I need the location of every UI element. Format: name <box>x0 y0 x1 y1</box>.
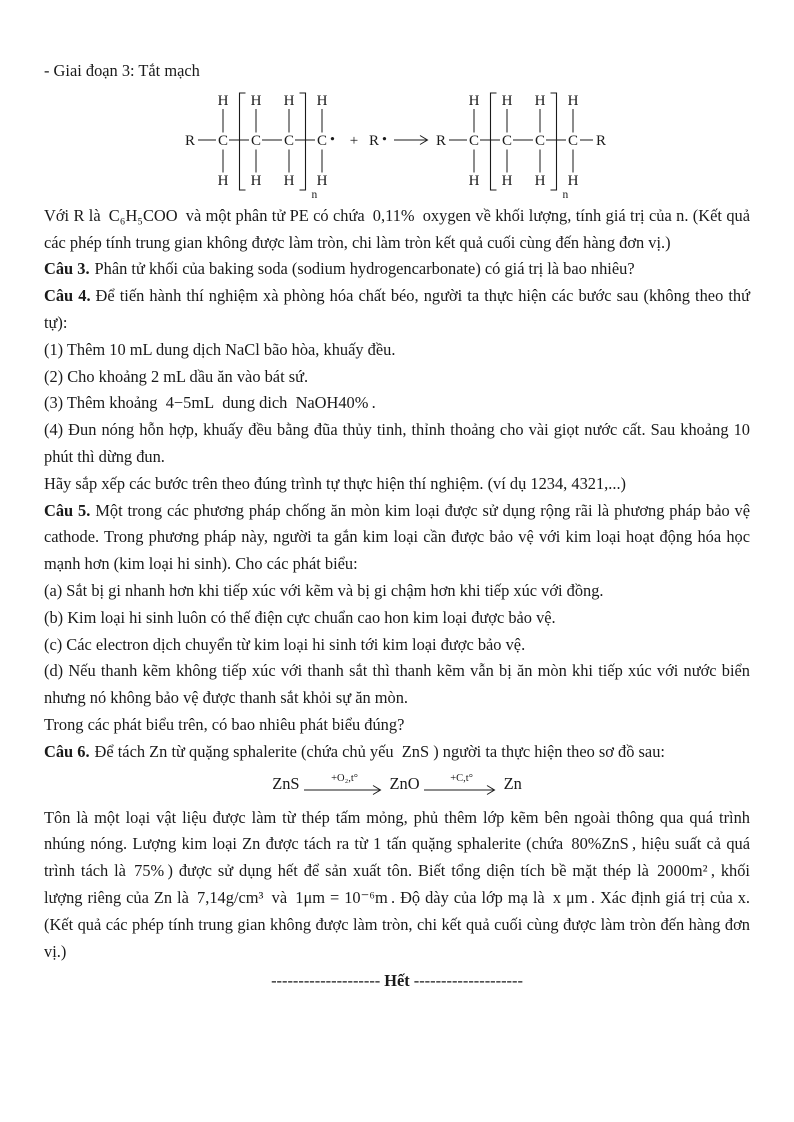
paragraph-arrange: Hãy sắp xếp các bước trên theo đúng trình tự thực hiện thí nghiệm. (ví dụ 1234, 4321,...) <box>44 473 627 493</box>
plus-sign: + <box>349 132 359 149</box>
subscript-n: n <box>562 188 569 200</box>
paragraph-q5: Câu 5. Một trong các phương pháp chống ăn mòn kim loại được sử dụng rộng rãi là phương pháp bảo vệ cathode. Trong phương pháp này, người ta gắn kim loại cần được bảo vệ với kim loại hoạt động hóa học mạnh hơn (kim loại hi sinh). Cho các phát biểu: <box>44 500 750 574</box>
right-molecule <box>436 93 606 200</box>
subscript-n: n <box>311 188 318 200</box>
product-Zn: Zn <box>503 774 522 794</box>
atom-H: H <box>316 172 328 189</box>
question-label-q6: Câu 6. <box>44 741 90 761</box>
atom-R: R <box>435 132 447 149</box>
statement-c: (c) Các electron dịch chuyển từ kim loại hi sinh tới kim loại được bảo vệ. <box>44 634 526 654</box>
atom-R: R <box>595 132 607 149</box>
plus-radical <box>350 132 387 149</box>
reaction-arrow-2 <box>423 774 501 795</box>
polymer-termination-diagram <box>44 88 750 200</box>
reactant-ZnS: ZnS <box>272 774 300 794</box>
question-label-q3: Câu 3. <box>44 259 90 279</box>
arrow-icon <box>423 784 501 795</box>
end-of-document <box>44 968 750 995</box>
right-bracket <box>300 93 306 190</box>
statement-b: (b) Kim loại hi sinh luôn có thế điện cực chuẩn cao hon kim loại được bảo vệ. <box>44 607 556 627</box>
atom-H: H <box>217 172 229 189</box>
reaction-scheme <box>44 767 750 803</box>
statement-d: (d) Nếu thanh kẽm không tiếp xúc với thanh sắt thì thanh kẽm vẫn bị ăn mòn khi tiếp xúc với nước biển nhưng nó không bảo vệ được thanh sắt khỏi sự ăn mòn. <box>44 661 750 708</box>
atom-C: C <box>534 132 546 149</box>
radical-dot: • <box>330 132 335 148</box>
atom-C: C <box>567 132 579 149</box>
end-label: Hết <box>384 971 410 991</box>
intermediate-ZnO: ZnO <box>389 774 420 794</box>
atom-C: C <box>501 132 513 149</box>
atom-H: H <box>250 172 262 189</box>
statement-a: (a) Sắt bị gi nhanh hơn khi tiếp xúc với kẽm và bị gi chậm hơn khi tiếp xúc với đồng. <box>44 580 604 600</box>
atom-H: H <box>217 92 229 109</box>
step-3: (3) Thêm khoảng 4−5mL dung dich NaOH40% . <box>44 393 376 413</box>
question-label-q5: Câu 5. <box>44 500 91 520</box>
stage-heading: - Giai đoạn 3: Tắt mạch <box>44 61 200 80</box>
paragraph-q4: Câu 4. Để tiến hành thí nghiệm xà phòng hóa chất béo, người ta thực hiện các bước sau (không theo thứ tự): <box>44 286 750 332</box>
left-bracket <box>491 93 497 190</box>
paragraph-q6: Câu 6. Để tách Zn từ quặng sphalerite (chứa chủ yếu ZnS ) người ta thực hiện theo sơ đồ sau: <box>44 741 665 761</box>
reaction-condition-2: +C,t° <box>450 773 473 785</box>
right-bracket <box>551 93 557 190</box>
atom-H: H <box>501 172 513 189</box>
radical-dot: • <box>382 132 387 148</box>
atom-C: C <box>283 132 295 149</box>
dashes-left: -------------------- <box>271 971 381 991</box>
atom-H: H <box>283 92 295 109</box>
reaction-arrow <box>394 135 428 144</box>
atom-C: C <box>316 132 328 149</box>
left-bracket <box>240 93 246 190</box>
atom-H: H <box>283 172 295 189</box>
arrow-icon <box>303 784 387 795</box>
step-1: (1) Thêm 10 mL dung dịch NaCl bão hòa, khuấy đều. <box>44 339 396 359</box>
atom-C: C <box>250 132 262 149</box>
atom-C: C <box>468 132 480 149</box>
atom-H: H <box>468 92 480 109</box>
atom-R: R <box>184 132 196 149</box>
atom-H: H <box>534 92 546 109</box>
polymer-termination-svg <box>180 88 614 200</box>
atom-H: H <box>567 172 579 189</box>
paragraph-q5-question: Trong các phát biểu trên, có bao nhiêu phát biểu đúng? <box>44 714 405 734</box>
atom-H: H <box>250 92 262 109</box>
paragraph-q3: Câu 3. Phân tử khối của baking soda (sodium hydrogencarbonate) có giá trị là bao nhiêu? <box>44 259 635 279</box>
step-2: (2) Cho khoảng 2 mL dầu ăn vào bát sứ. <box>44 366 309 386</box>
atom-H: H <box>468 172 480 189</box>
step-4: (4) Đun nóng hỗn hợp, khuấy đều bằng đũa thủy tinh, thỉnh thoảng cho vài giọt nước cất. Sau khoảng 10 phút thì dừng đun. <box>44 420 750 466</box>
atom-C: C <box>217 132 229 149</box>
atom-R: R <box>368 132 380 149</box>
paragraph-q6-body: Tôn là một loại vật liệu được làm từ thép tấm mỏng, phủ thêm lớp kẽm bên ngoài thông qua quá trình nhúng nóng. Lượng kim loại Zn được tách ra từ 1 tấn quặng sphalerite (chứa 80%ZnS , hiệu suất cả quá trình tách là 75% ) được sử dụng hết để sản xuất tôn. Biết tổng diện tích bề mặt thép là 2000m² , khối lượng riêng của Zn là 7,14g/cm³ và 1μm = 10⁻⁶m . Độ dày của lớp mạ là x μm . Xác định giá trị của x. (Kết quả các phép tính trung gian không được làm tròn, chi kết quả cuối cùng được làm tròn đến hàng đơn vị.) <box>44 807 750 961</box>
reaction-condition-1: +O₂,t° <box>331 773 358 785</box>
atom-H: H <box>501 92 513 109</box>
atom-H: H <box>316 92 328 109</box>
dashes-right: -------------------- <box>413 971 523 991</box>
paragraph-pe: Với R là C₆H₅COO và một phân tử PE có chứa 0,11% oxygen về khối lượng, tính giá trị của n. (Kết quả các phép tính trung gian không được làm tròn, chi làm tròn kết quả cuối cùng đến hàng đơn vị.) <box>44 205 750 252</box>
question-label-q4: Câu 4. <box>44 286 91 306</box>
atom-H: H <box>534 172 546 189</box>
atom-H: H <box>567 92 579 109</box>
left-molecule <box>185 93 335 200</box>
reaction-arrow-1 <box>303 774 387 795</box>
